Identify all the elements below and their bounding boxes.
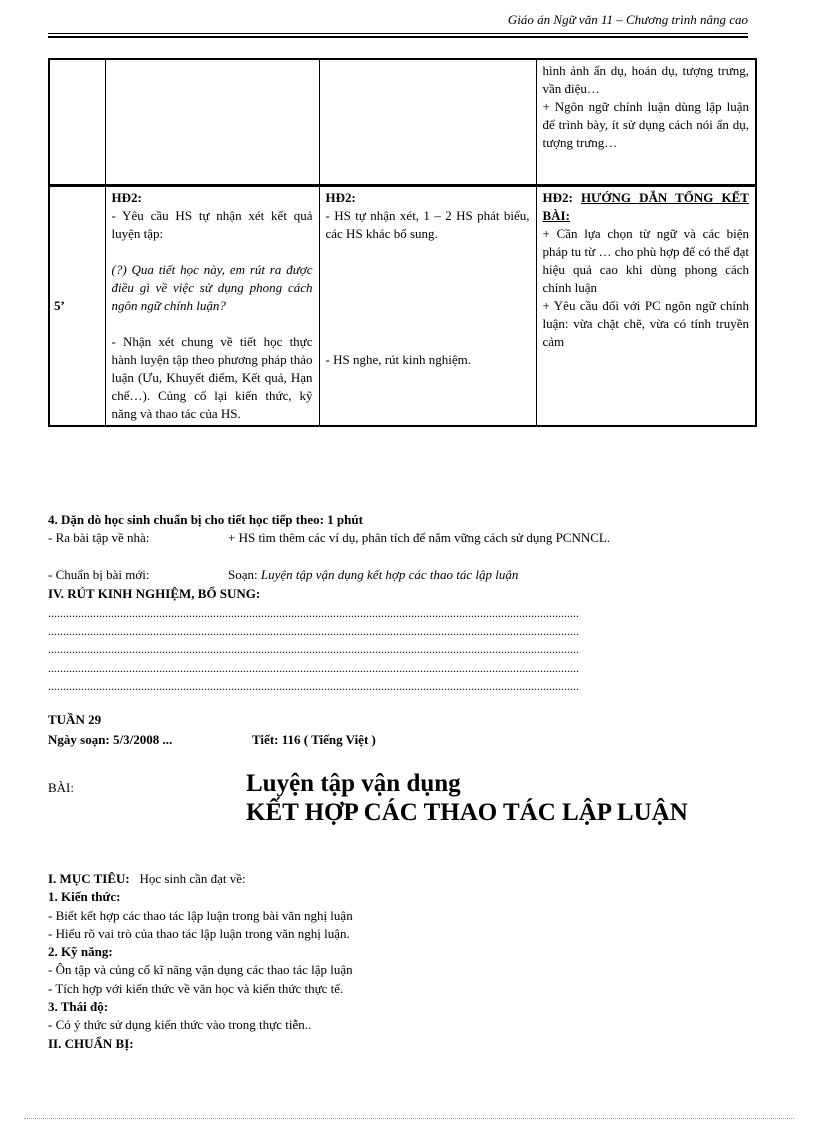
- lesson-title-line1: Luyện tập vận dụng: [246, 770, 461, 797]
- activity-text: - Nhận xét chung về tiết học thực hành luyện tập theo phương pháp thảo luận (Ưu, Khuyết điểm, Kết quả, Hạn chế…). Củng cố lại kiến thức, kỹ năng và thao tác của HS.: [111, 334, 313, 421]
- preparation-line: [48, 566, 518, 584]
- list-item: - Có ý thức sử dụng kiến thức vào trong thực tiễn..: [48, 1017, 312, 1033]
- content-text: + Yêu cầu đối với PC ngôn ngữ chính luận: vừa chặt chẽ, vừa có tính truyền cảm: [542, 298, 749, 349]
- teacher-activity-cell: [105, 59, 319, 186]
- table-row: [49, 59, 756, 186]
- activity-text: - Yêu cầu HS tự nhận xét kết quả luyện tập:: [111, 208, 313, 241]
- homework-label: - Ra bài tập về nhà:: [48, 530, 150, 545]
- content-text: + Cần lựa chọn từ ngữ và các biện pháp tu từ … cho phù hợp để có thể đạt hiệu quả cao khi dùng phong cách chính luận: [542, 226, 749, 295]
- preparation-heading: II. CHUẨN BỊ:: [48, 1035, 134, 1051]
- page-header-title: Giáo án Ngữ văn 11 – Chương trình nâng cao: [507, 12, 748, 27]
- time-cell: [49, 59, 105, 186]
- header-rule-thick: [48, 36, 748, 38]
- teacher-activity-cell: [105, 186, 319, 427]
- heading-underlined: HƯỚNG DẪN TỔNG KẾT BÀI:: [542, 190, 749, 223]
- prep-date: Ngày soạn: 5/3/2008 ...: [48, 732, 173, 747]
- review-dotted-line: .................................................................................................................................................................................: [48, 642, 579, 656]
- activity-heading: HĐ2:: [325, 190, 356, 205]
- content-cell: hình ảnh ẩn dụ, hoán dụ, tượng trưng, vần điệu… + Ngôn ngữ chính luận dùng lập luận để trình bày, ít sử dụng cách nói ẩn dụ, tượng trưng…: [536, 59, 756, 186]
- content-cell: [536, 186, 756, 427]
- header-rule-thin: [48, 33, 748, 34]
- review-dotted-line: .................................................................................................................................................................................: [48, 624, 579, 638]
- objectives-heading-line: [48, 870, 353, 888]
- question-text: (?) Qua tiết học này, em rút ra được điều gì về việc sử dụng phong cách ngôn ngữ chính luận?: [111, 262, 313, 313]
- activity-text: - HS tự nhận xét, 1 – 2 HS phát biểu, các HS khác bổ sung.: [325, 208, 530, 241]
- objectives-heading: I. MỤC TIÊU:: [48, 871, 130, 886]
- homework-line: [48, 529, 610, 547]
- time-cell: 5’: [49, 186, 105, 427]
- review-dotted-line: .................................................................................................................................................................................: [48, 606, 579, 620]
- activity-text: - HS nghe, rút kinh nghiệm.: [325, 352, 472, 367]
- list-item: - Biết kết hợp các thao tác lập luận trong bài văn nghị luận: [48, 907, 353, 923]
- attitude-heading: 3. Thái độ:: [48, 999, 109, 1015]
- preparation-prefix: Soạn:: [228, 567, 261, 582]
- review-heading: IV. RÚT KINH NGHIỆM, BỔ SUNG:: [48, 586, 261, 601]
- heading-prefix: HĐ2:: [542, 190, 581, 205]
- week-label: TUẦN 29: [48, 712, 102, 727]
- table-row: [49, 186, 756, 427]
- student-activity-cell: [319, 186, 536, 427]
- skills-heading: 2. Kỹ năng:: [48, 944, 113, 960]
- student-activity-cell: [319, 59, 536, 186]
- content-heading: [543, 189, 750, 225]
- review-dotted-line: .................................................................................................................................................................................: [48, 679, 579, 693]
- review-dotted-line: .................................................................................................................................................................................: [48, 661, 579, 675]
- list-item: - Hiểu rõ vai trò của thao tác lập luận trong văn nghị luận.: [48, 925, 350, 941]
- objectives-intro: Học sinh cần đạt về:: [139, 871, 246, 886]
- preparation-lesson: Luyện tập vận dụng kết hợp các thao tác lập luận: [260, 567, 519, 582]
- list-item: - Ôn tập và củng cố kĩ năng vận dụng các thao tác lập luận: [48, 962, 353, 978]
- preparation-label: - Chuẩn bị bài mới:: [48, 567, 150, 582]
- homework-heading: 4. Dặn dò học sinh chuẩn bị cho tiết học tiếp theo: 1 phút: [48, 512, 363, 527]
- list-item: - Tích hợp với kiến thức về văn học và kiến thức thực tế.: [48, 980, 344, 996]
- knowledge-heading: 1. Kiến thức:: [48, 889, 121, 905]
- lesson-activity-table: [48, 58, 757, 427]
- lesson-title-line2: KẾT HỢP CÁC THAO TÁC LẬP LUẬN: [246, 799, 688, 826]
- activity-heading: HĐ2:: [111, 190, 142, 205]
- homework-text: + HS tìm thêm các ví dụ, phân tích để nắm vững cách sử dụng PCNNCL.: [228, 530, 611, 545]
- lesson-label: BÀI:: [48, 780, 74, 795]
- footer-dotted-rule: [24, 1118, 794, 1119]
- objectives-section: [48, 870, 353, 1053]
- period-label: Tiết: 116 ( Tiếng Việt ): [252, 732, 376, 747]
